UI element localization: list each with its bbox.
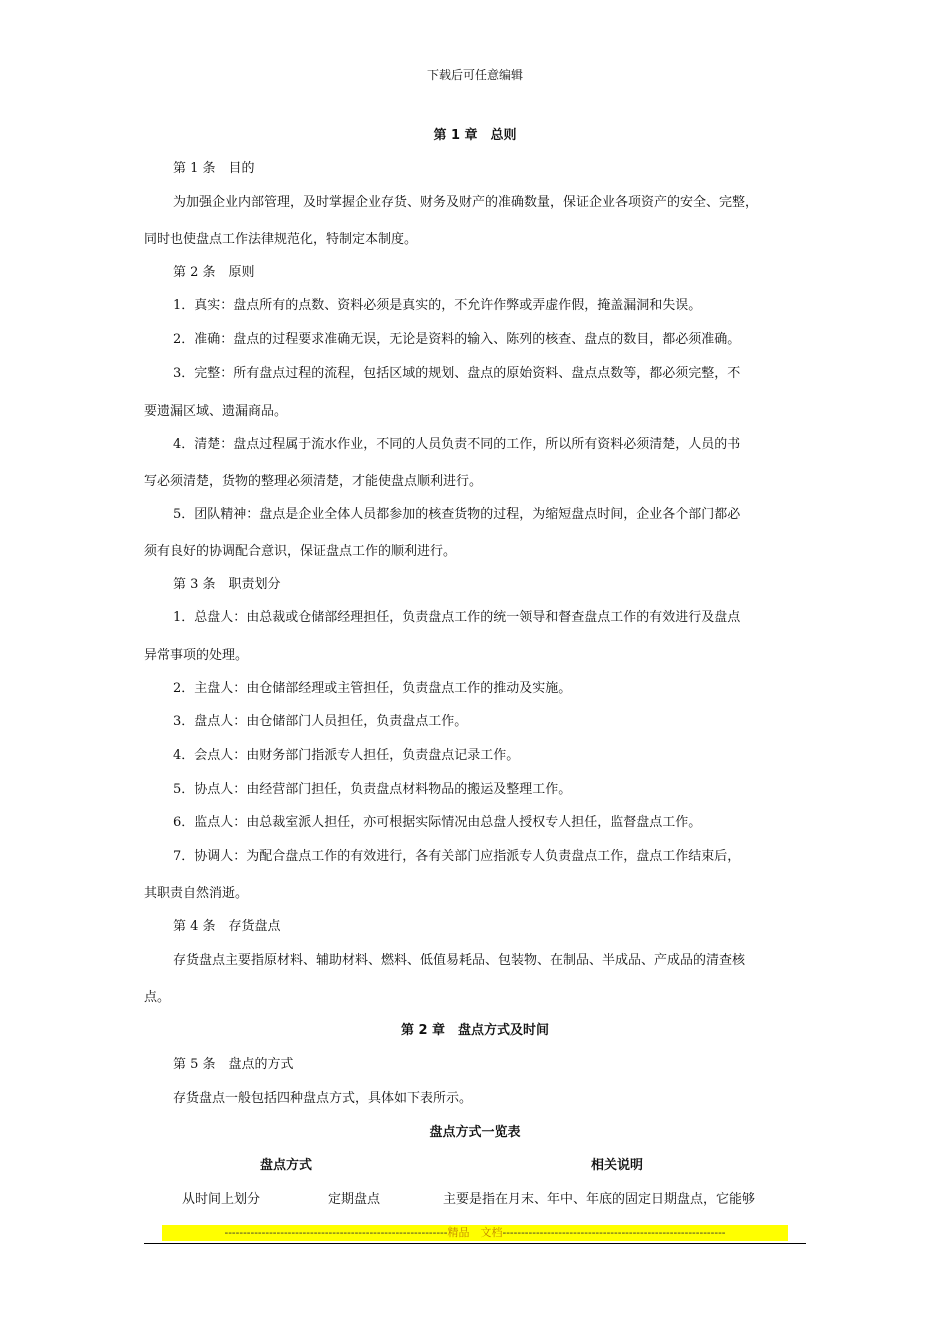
article-1-paragraph-cont: 同时也使盘点工作法律规范化，特制定本制度。	[144, 232, 418, 247]
article-3-title: 第 3 条 职责划分	[173, 577, 281, 592]
table-header-description: 相关说明	[591, 1158, 644, 1173]
footer-rule	[144, 1243, 806, 1244]
table-cell-method: 定期盘点	[328, 1192, 381, 1207]
article-2-item-4: 4．清楚：盘点过程属于流水作业，不同的人员负责不同的工作，所以所有资料必须清楚，人员的书	[173, 437, 741, 452]
article-3-item-4: 4．会点人：由财务部门指派专人担任，负责盘点记录工作。	[173, 748, 520, 763]
article-2-title: 第 2 条 原则	[173, 265, 255, 280]
footer-label: 精品 文档	[447, 1226, 503, 1239]
article-3-item-7: 7．协调人：为配合盘点工作的有效进行，各有关部门应指派专人负责盘点工作，盘点工作结束后，	[173, 849, 741, 864]
article-2-item-2: 2．准确：盘点的过程要求准确无误，无论是资料的输入、陈列的核查、盘点的数目，都必须准确。	[173, 332, 741, 347]
article-2-item-3-cont: 要遗漏区域、遗漏商品。	[144, 404, 288, 419]
article-5-title: 第 5 条 盘点的方式	[173, 1057, 294, 1072]
article-4-paragraph: 存货盘点主要指原材料、辅助材料、燃料、低值易耗品、包装物、在制品、半成品、产成品的清查核	[173, 953, 746, 968]
article-2-item-4-cont: 写必须清楚，货物的整理必须清楚，才能使盘点顺利进行。	[144, 474, 483, 489]
article-2-item-3: 3．完整：所有盘点过程的流程，包括区域的规划、盘点的原始资料、盘点点数等，都必须完整，不	[173, 366, 741, 381]
article-3-item-6: 6．监点人：由总裁室派人担任，亦可根据实际情况由总盘人授权专人担任，监督盘点工作。	[173, 815, 702, 830]
article-3-item-3: 3．盘点人：由仓储部门人员担任，负责盘点工作。	[173, 714, 468, 729]
footer-dashes-left: ------------------------------------------------------------	[224, 1226, 448, 1239]
chapter-1-title: 第 1 章 总则	[433, 128, 517, 143]
article-4-title: 第 4 条 存货盘点	[173, 919, 281, 934]
article-2-item-1: 1．真实：盘点所有的点数、资料必须是真实的，不允许作弊或弄虚作假，掩盖漏洞和失误。	[173, 298, 702, 313]
article-3-item-5: 5．协点人：由经营部门担任，负责盘点材料物品的搬运及整理工作。	[173, 782, 572, 797]
table-cell-description: 主要是指在月末、年中、年底的固定日期盘点，它能够	[443, 1192, 756, 1207]
footer-dashes-right: ------------------------------------------------------------	[502, 1226, 726, 1239]
article-1-paragraph: 为加强企业内部管理，及时掌握企业存货、财务及财产的准确数量，保证企业各项资产的安全、完整，	[173, 195, 759, 210]
page-header: 下载后可任意编辑	[426, 68, 523, 82]
article-3-item-7-cont: 其职责自然消逝。	[144, 886, 249, 901]
chapter-2-title: 第 2 章 盘点方式及时间	[400, 1023, 550, 1038]
table-cell-category: 从时间上划分	[182, 1192, 261, 1207]
footer-banner	[162, 1225, 788, 1241]
article-1-title: 第 1 条 目的	[173, 161, 255, 176]
article-2-item-5-cont: 须有良好的协调配合意识，保证盘点工作的顺利进行。	[144, 544, 457, 559]
article-3-item-2: 2．主盘人：由仓储部经理或主管担任，负责盘点工作的推动及实施。	[173, 681, 572, 696]
article-4-paragraph-cont: 点。	[144, 990, 171, 1005]
table-title: 盘点方式一览表	[429, 1125, 521, 1140]
article-3-item-1-cont: 异常事项的处理。	[144, 648, 249, 663]
article-5-paragraph: 存货盘点一般包括四种盘点方式，具体如下表所示。	[173, 1091, 473, 1106]
article-2-item-5: 5．团队精神：盘点是企业全体人员都参加的核查货物的过程，为缩短盘点时间，企业各个部门都必	[173, 507, 741, 522]
table-header-method: 盘点方式	[260, 1158, 313, 1173]
article-3-item-1: 1．总盘人：由总裁或仓储部经理担任，负责盘点工作的统一领导和督查盘点工作的有效进行及盘点	[173, 610, 741, 625]
